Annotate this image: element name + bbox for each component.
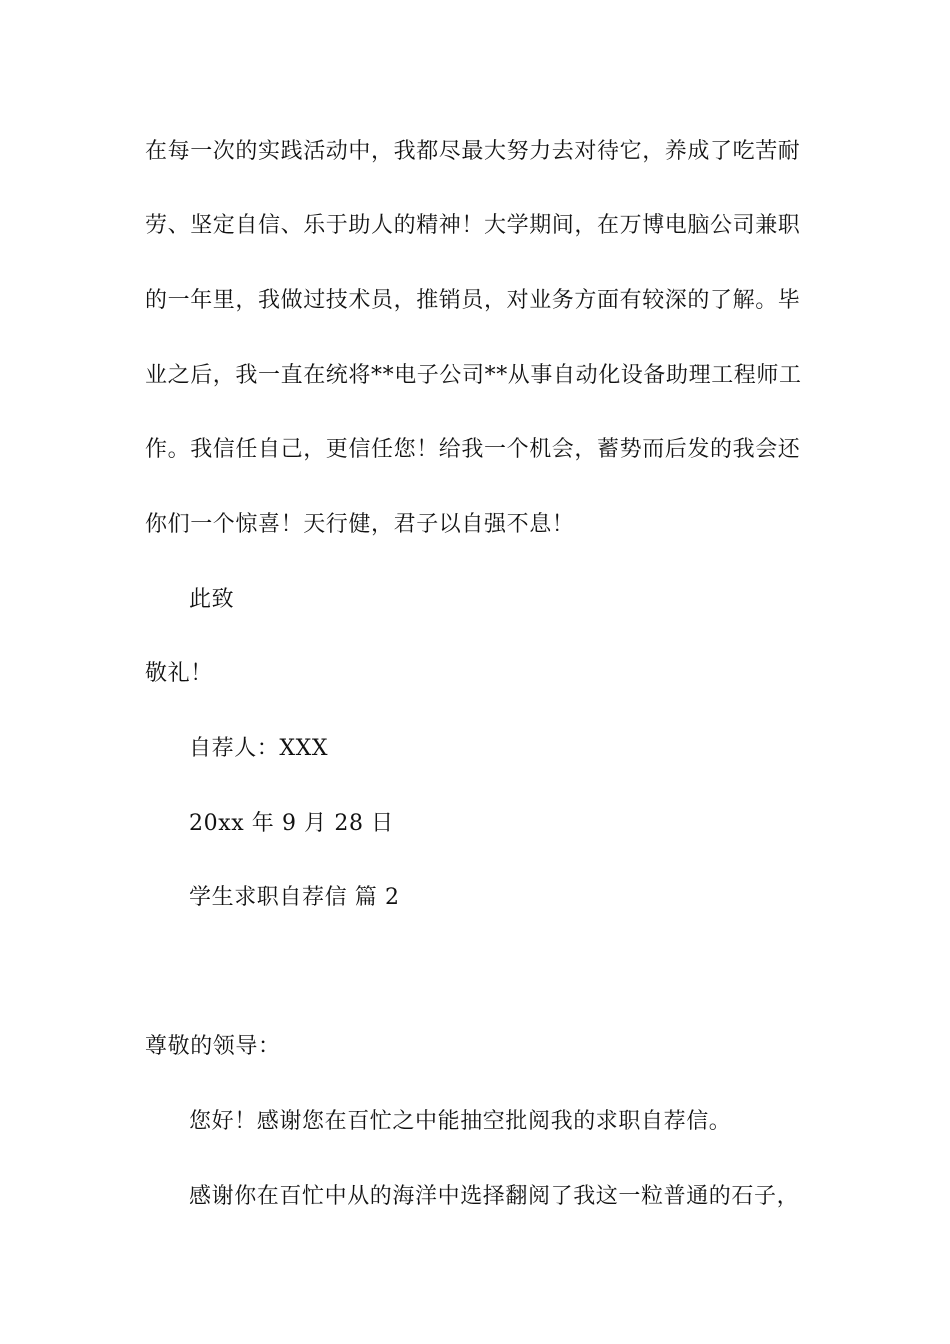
paragraph-line: 的一年里，我做过技术员，推销员，对业务方面有较深的了解。毕 [145, 288, 801, 313]
paragraph-line: 你们一个惊喜！天行健，君子以自强不息！ [145, 512, 575, 537]
paragraph-line: 业之后，我一直在统将**电子公司**从事自动化设备助理工程师工 [145, 363, 802, 388]
paragraph-line: 作。我信任自己，更信任您！给我一个机会，蓄势而后发的我会还 [145, 437, 801, 462]
paragraph-line: 劳、坚定自信、乐于助人的精神！大学期间，在万博电脑公司兼职 [145, 213, 801, 238]
date-text: 20xx 年 9 月 28 日 [189, 811, 394, 836]
signature-text: 自荐人：XXX [189, 736, 329, 761]
closing-text: 此致 [189, 587, 235, 612]
paragraph-line: 您好！感谢您在百忙之中能抽空批阅我的求职自荐信。 [189, 1109, 732, 1134]
greeting-text: 尊敬的领导： [145, 1034, 281, 1059]
salute-text: 敬礼！ [145, 661, 213, 686]
paragraph-line: 感谢你在百忙中从的海洋中选择翻阅了我这一粒普通的石子， [189, 1184, 800, 1209]
section-title: 学生求职自荐信 篇 2 [189, 885, 400, 910]
paragraph-line: 在每一次的实践活动中，我都尽最大努力去对待它，养成了吃苦耐 [145, 139, 801, 164]
